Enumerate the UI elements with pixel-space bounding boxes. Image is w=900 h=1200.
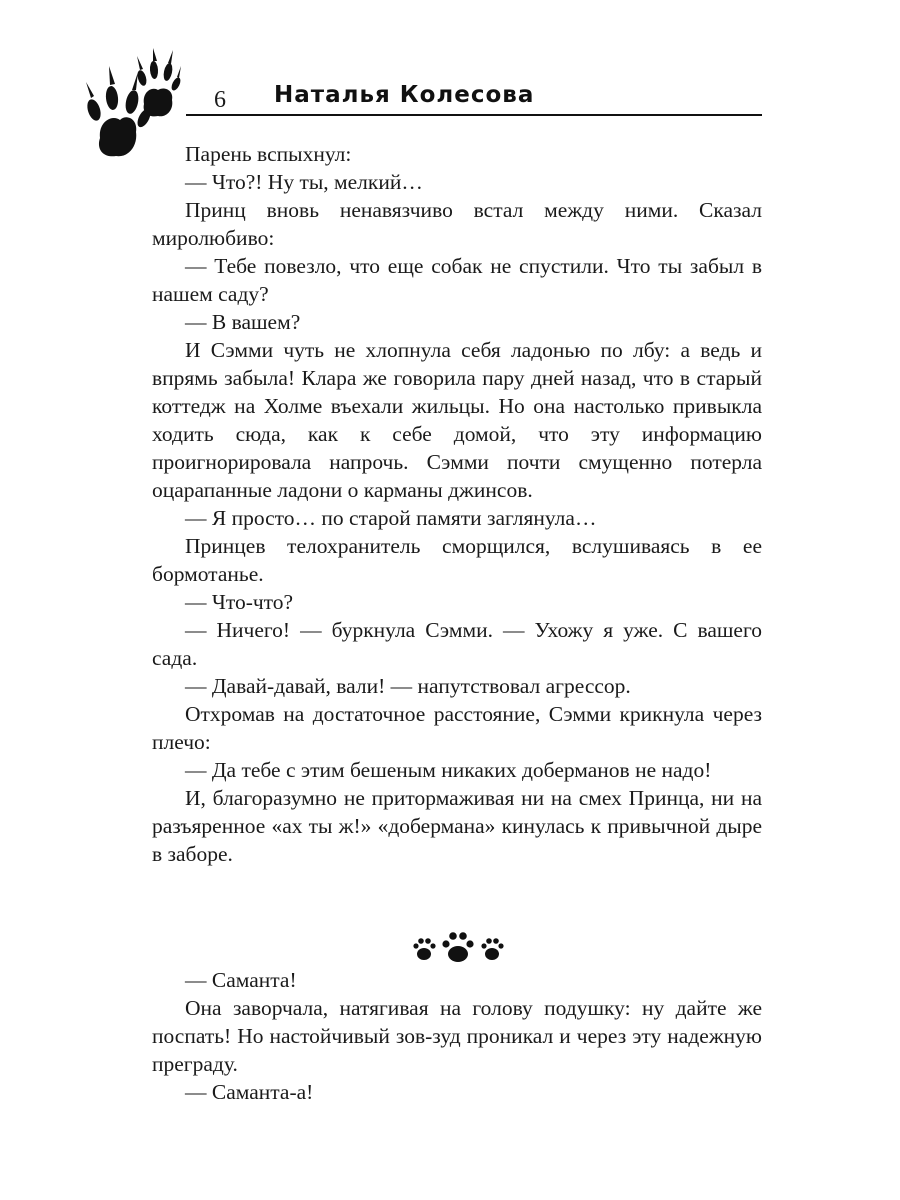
paragraph: — Я просто… по старой памяти заглянула…: [185, 506, 597, 530]
paragraph: — Да тебе с этим бешеным никаких доберманов не надо!: [185, 758, 712, 782]
paragraph: Отхромав на достаточное расстояние, Сэмми крикнула через плечо:: [152, 702, 762, 754]
paragraph: — Тебе повезло, что еще собак не спустили. Что ты забыл в нашем саду?: [152, 254, 762, 306]
paragraph: — Что-что?: [185, 590, 294, 614]
paw-prints-icon: [410, 928, 506, 964]
paragraph: — Ничего! — буркнула Сэмми. — Ухожу я уже. С вашего сада.: [152, 618, 762, 670]
paragraph: — В вашем?: [185, 310, 301, 334]
paragraph: — Давай-давай, вали! — напутствовал агрессор.: [185, 674, 631, 698]
page-number: 6: [214, 87, 226, 113]
paragraph: И Сэмми чуть не хлопнула себя ладонью по лбу: а ведь и впрямь забыла! Клара же говорила пару дней назад, что в старый коттедж на Холме въехали жильцы. Но она настолько привыкла ходить сюда, как к себе домой, что эту информацию проигнорировала напрочь. Сэмми почти смущенно потерла оцарапанные ладони о карманы джинсов.: [152, 338, 762, 502]
paragraph: — Саманта!: [185, 968, 297, 992]
paragraph: Она заворчала, натягивая на голову подушку: ну дайте же поспать! Но настойчивый зов-зуд проникал и через эту надежную преграду.: [152, 996, 762, 1076]
paragraph: Принцев телохранитель сморщился, вслушиваясь в ее бормотанье.: [152, 534, 762, 586]
paragraph: — Что?! Ну ты, мелкий…: [185, 170, 423, 194]
paragraph: Принц вновь ненавязчиво встал между ними. Сказал миролюбиво:: [152, 198, 762, 250]
header-rule: [186, 114, 762, 116]
body-text-section-1: [152, 140, 762, 868]
paragraph: Парень вспыхнул:: [185, 142, 352, 166]
paragraph: И, благоразумно не притормаживая ни на смех Принца, ни на разъяренное «ах ты ж!» «добермана» кинулась к привычной дыре в заборе.: [152, 786, 762, 866]
paragraph: — Саманта-а!: [185, 1080, 314, 1104]
running-title: Наталья Колесова: [274, 82, 535, 108]
body-text-section-2: [152, 966, 762, 1106]
